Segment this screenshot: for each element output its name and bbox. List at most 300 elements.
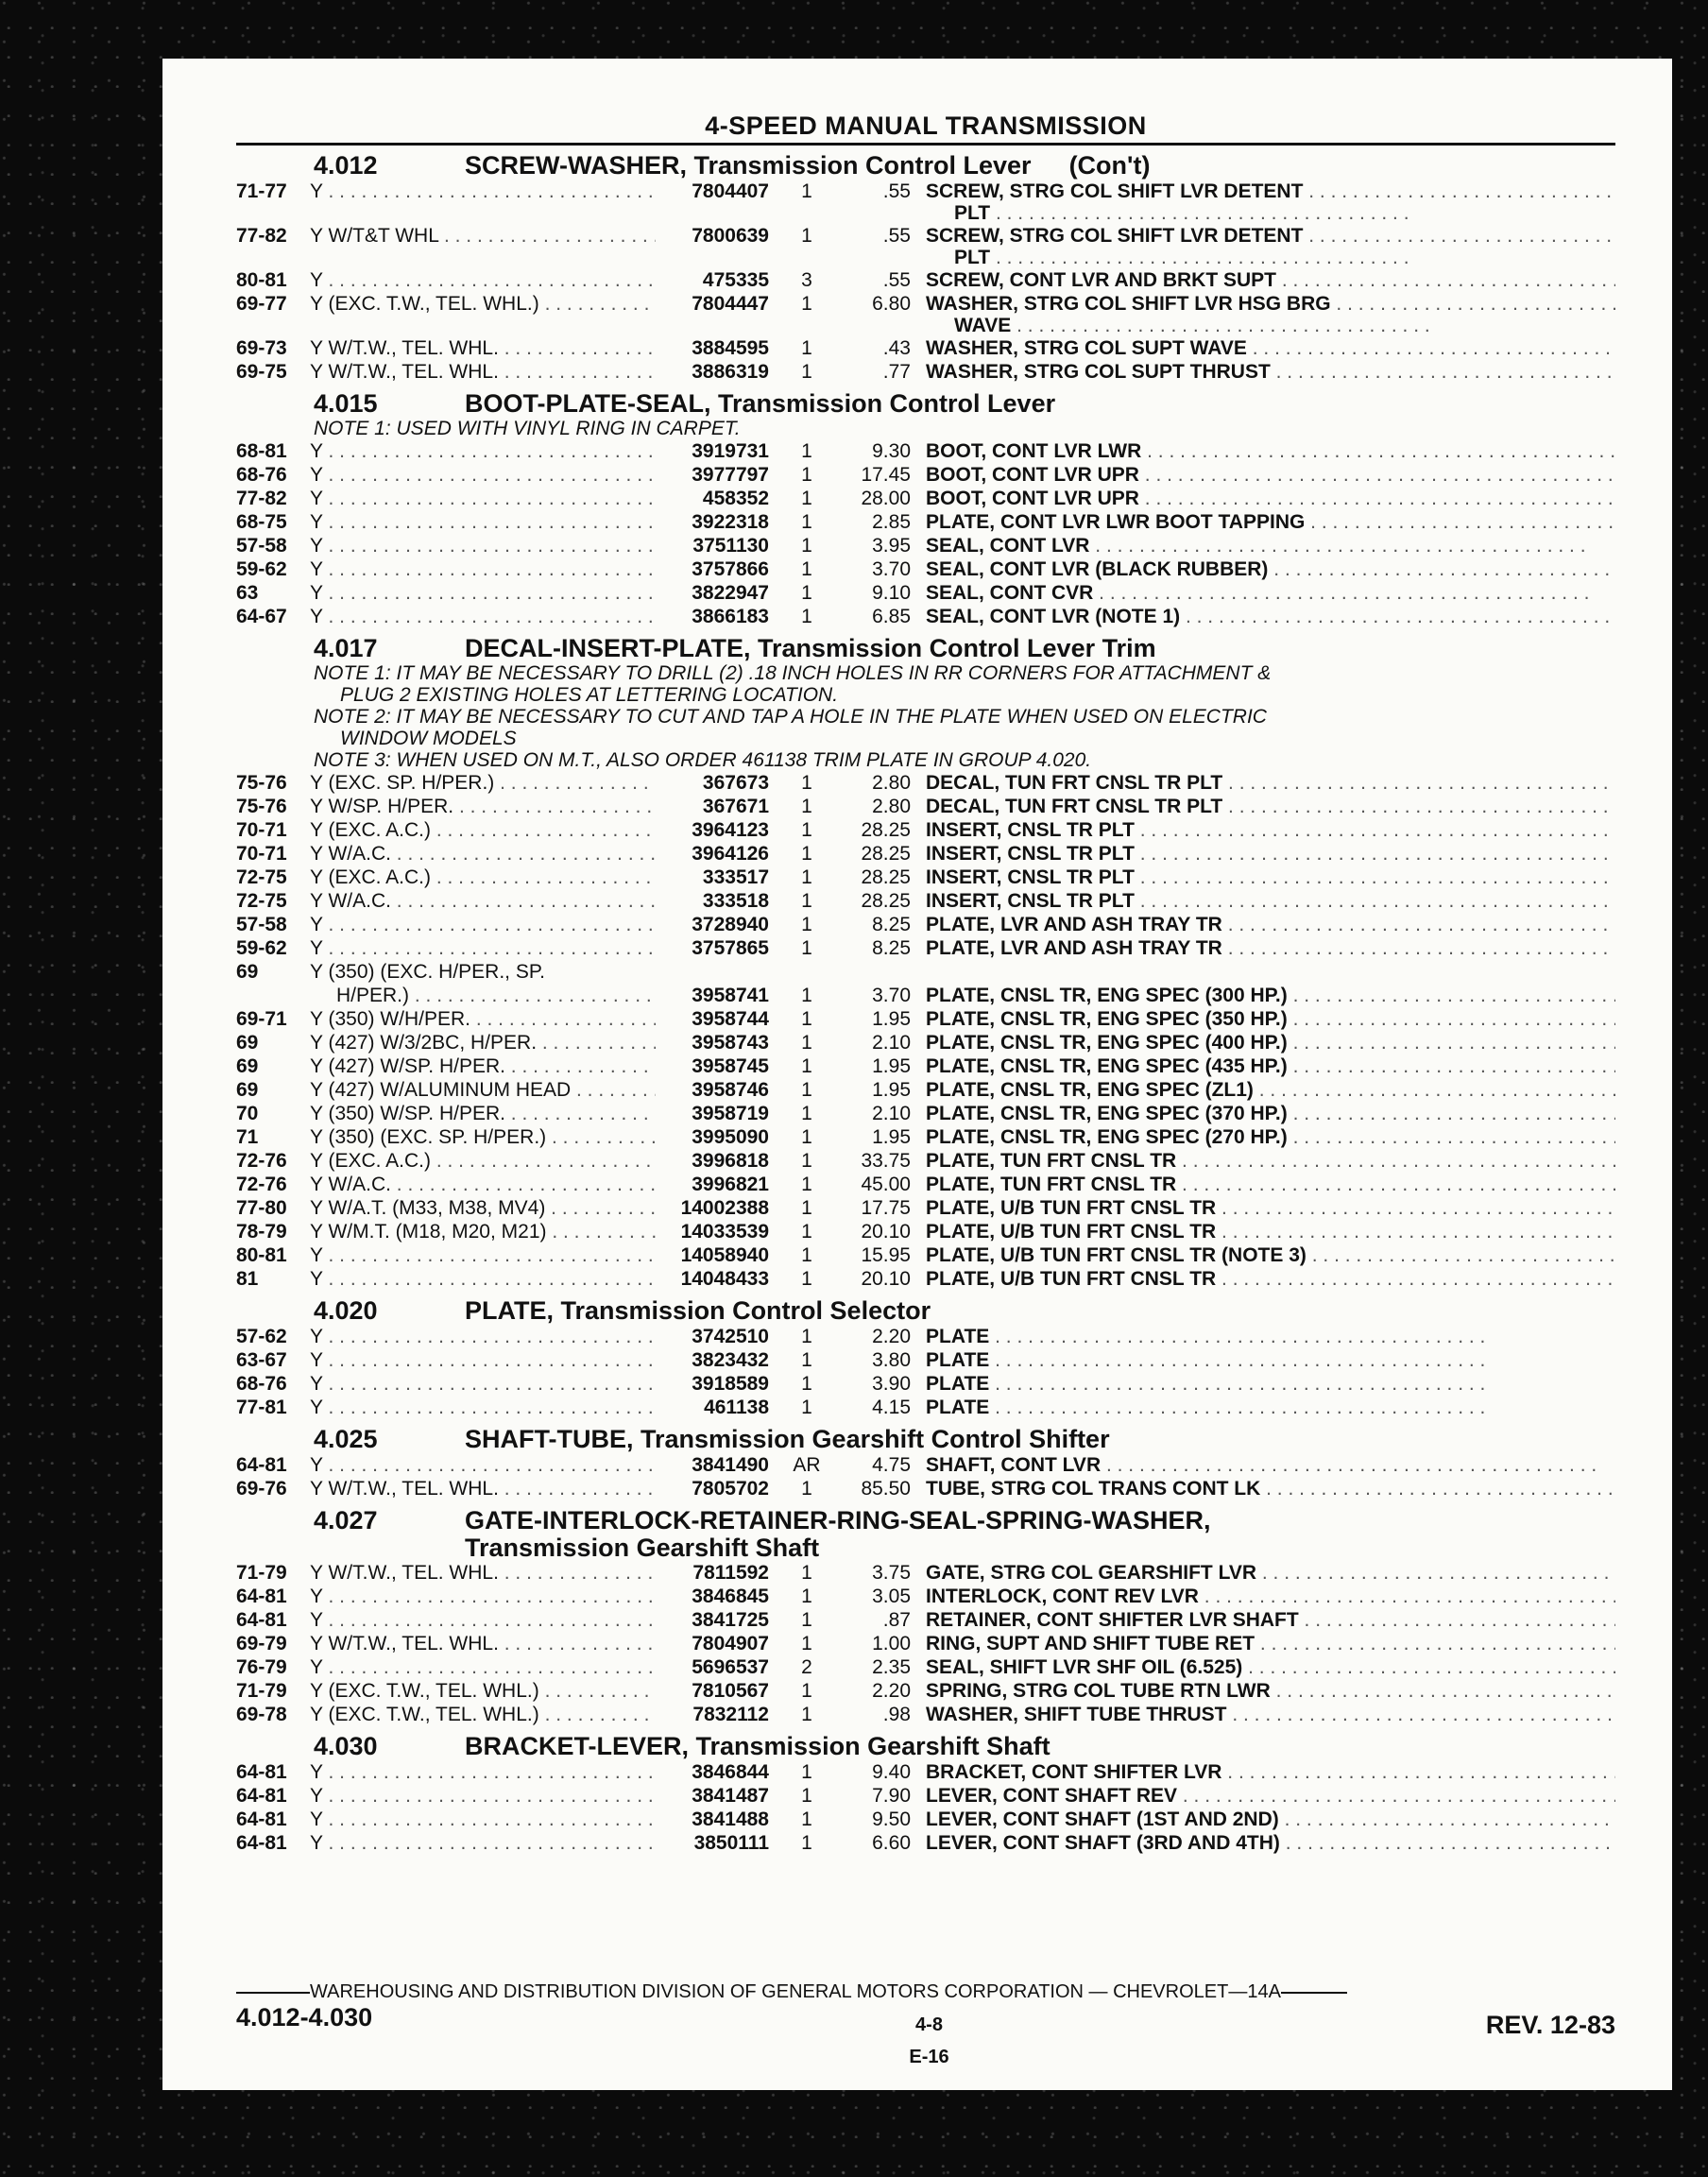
part-row: [236, 842, 1615, 866]
footer-page-numbers: [909, 2003, 948, 2073]
section-heading: [236, 1732, 1615, 1760]
model-application: Y W/A.T. (M33, M38, MV4) . . .: [310, 1196, 656, 1220]
part-description: SCREW, CONT LVR AND BRKT SUPT . . .: [926, 268, 1615, 292]
model-years: 77-81: [236, 1397, 287, 1418]
price: 3.70: [872, 985, 911, 1006]
part-row: [236, 1125, 1615, 1149]
sections-container: [236, 151, 1615, 1855]
price: 6.85: [872, 606, 911, 627]
part-row: [236, 771, 1615, 795]
model-application: Y . . .: [310, 605, 656, 628]
price: 2.85: [872, 511, 911, 533]
price: 2.10: [872, 1032, 911, 1054]
part-description: LEVER, CONT SHAFT REV . . .: [926, 1784, 1615, 1808]
section-4-017: [236, 634, 1615, 1291]
model-years: 71-79: [236, 1562, 287, 1584]
model-application: Y . . .: [310, 1267, 656, 1291]
part-number: 3822947: [692, 582, 769, 604]
footer-rule-right: [1281, 1992, 1347, 1994]
part-row: [236, 1760, 1615, 1784]
model-application: Y . . .: [310, 1453, 656, 1477]
price: 6.60: [872, 1832, 911, 1854]
part-number: 3841725: [692, 1609, 769, 1631]
section-number: 4.025: [314, 1425, 378, 1453]
part-description: PLATE, CNSL TR, ENG SPEC (ZL1) . . .: [926, 1078, 1615, 1102]
part-row: [236, 1267, 1615, 1291]
model-application: Y W/T&T WHL . . .: [310, 224, 656, 248]
part-number: 3841490: [692, 1454, 769, 1476]
price: .43: [882, 337, 911, 359]
part-description: BRACKET, CONT SHIFTER LVR . . .: [926, 1760, 1615, 1784]
model-years: 59-62: [236, 937, 287, 959]
part-row: [236, 1632, 1615, 1655]
part-number: 3958745: [692, 1055, 769, 1077]
footer-division-line: [236, 1981, 1615, 2003]
price: 3.90: [872, 1373, 911, 1395]
quantity: 1: [801, 843, 812, 865]
model-years: 64-81: [236, 1785, 287, 1807]
footer-range: 4.012-4.030: [236, 2003, 373, 2031]
model-application: Y (350) (EXC. H/PER., SP.: [310, 961, 545, 983]
part-description: PLATE, CNSL TR, ENG SPEC (435 HP.) . . .: [926, 1054, 1615, 1078]
model-years: 68-75: [236, 511, 287, 533]
part-number: 3958743: [692, 1032, 769, 1054]
part-number: 7804907: [692, 1633, 769, 1654]
part-number: 7811592: [692, 1562, 769, 1584]
part-description: PLATE . . .: [926, 1396, 1615, 1419]
section-title: BOOT-PLATE-SEAL, Transmission Control Lever: [465, 389, 1056, 418]
quantity: 1: [801, 1126, 812, 1148]
part-number: 461138: [704, 1397, 769, 1418]
price: 4.15: [872, 1397, 911, 1418]
price: .98: [882, 1704, 911, 1725]
price: 15.95: [861, 1244, 911, 1266]
note-text: NOTE 3: WHEN USED ON M.T., ALSO ORDER 461138 TRIM PLATE IN GROUP 4.020.: [314, 749, 1092, 771]
catalog-page: [162, 59, 1672, 2090]
quantity: 1: [801, 1197, 812, 1219]
part-row: [236, 360, 1615, 384]
model-application: Y (427) W/3/2BC, H/PER. . . .: [310, 1031, 656, 1054]
part-row: [236, 1196, 1615, 1220]
model-application: Y . . .: [310, 463, 656, 487]
part-description: BOOT, CONT LVR UPR . . .: [926, 487, 1615, 510]
part-description: INSERT, CNSL TR PLT . . .: [926, 818, 1615, 842]
price: 3.70: [872, 558, 911, 580]
quantity: 1: [801, 1326, 812, 1347]
part-number: 14058940: [680, 1244, 769, 1266]
part-description: PLATE, CNSL TR, ENG SPEC (400 HP.) . . .: [926, 1031, 1615, 1054]
part-row: [236, 1585, 1615, 1608]
part-row: [236, 1831, 1615, 1855]
section-number: 4.012: [314, 151, 378, 180]
model-application: Y . . .: [310, 1831, 656, 1855]
model-application: Y . . .: [310, 1243, 656, 1267]
part-row: [236, 268, 1615, 292]
model-years: 68-76: [236, 464, 287, 486]
part-description: PLATE, LVR AND ASH TRAY TR . . .: [926, 936, 1615, 960]
price: 1.95: [872, 1079, 911, 1101]
part-row: [236, 336, 1615, 360]
footer-division: WAREHOUSING AND DISTRIBUTION DIVISION OF GENERAL MOTORS CORPORATION — CHEVROLET—14A: [310, 1981, 1281, 2002]
part-description: PLATE . . .: [926, 1325, 1615, 1348]
part-description: DECAL, TUN FRT CNSL TR PLT . . .: [926, 795, 1615, 818]
part-row: [236, 1220, 1615, 1243]
part-row: [236, 1007, 1615, 1031]
part-description: PLATE . . .: [926, 1372, 1615, 1396]
footer-page-alt: E-16: [909, 2047, 949, 2067]
part-row: [236, 1703, 1615, 1726]
price: 9.10: [872, 582, 911, 604]
model-application: Y (EXC. T.W., TEL. WHL.) . . .: [310, 1703, 656, 1726]
model-application: Y (EXC. A.C.) . . .: [310, 818, 656, 842]
quantity: 1: [801, 180, 812, 202]
model-years: 69-71: [236, 1008, 287, 1030]
model-years: 70: [236, 1103, 259, 1124]
model-application: Y (EXC. A.C.) . . .: [310, 866, 656, 889]
part-number: 3958744: [692, 1008, 769, 1030]
model-years: 69: [236, 1055, 259, 1077]
part-number: 3964123: [692, 819, 769, 841]
model-application: Y . . .: [310, 268, 656, 292]
quantity: 1: [801, 1373, 812, 1395]
part-description: WASHER, STRG COL SHIFT LVR HSG BRG . . .: [926, 292, 1615, 316]
model-years: 80-81: [236, 269, 287, 291]
model-application: Y W/T.W., TEL. WHL. . . .: [310, 360, 656, 384]
price: 2.10: [872, 1103, 911, 1124]
model-years: 70-71: [236, 843, 287, 865]
part-row: [236, 510, 1615, 534]
part-number: 3884595: [692, 337, 769, 359]
part-number: 3751130: [692, 535, 769, 557]
part-row: [236, 581, 1615, 605]
part-number: 3996818: [692, 1150, 769, 1172]
model-application: Y . . .: [310, 180, 656, 203]
part-row: [236, 1243, 1615, 1267]
part-description: PLATE, CNSL TR, ENG SPEC (370 HP.) . . .: [926, 1102, 1615, 1125]
section-heading: [236, 1425, 1615, 1453]
model-application: Y W/A.C. . . .: [310, 1173, 656, 1196]
model-years: 64-81: [236, 1609, 287, 1631]
model-years: 69: [236, 961, 259, 983]
quantity: 1: [801, 1761, 812, 1783]
part-row-prefix: [236, 960, 1615, 984]
part-description: PLATE, CNSL TR, ENG SPEC (350 HP.) . . .: [926, 1007, 1615, 1031]
section-note: [236, 662, 1615, 706]
footer-revision: REV. 12-83: [1485, 2011, 1615, 2039]
model-application: Y . . .: [310, 487, 656, 510]
part-number: 3846844: [692, 1761, 769, 1783]
part-number: 7800639: [692, 225, 769, 247]
part-description: WASHER, STRG COL SUPT WAVE . . .: [926, 336, 1615, 360]
price: 3.05: [872, 1586, 911, 1607]
model-application: Y (427) W/SP. H/PER. . . .: [310, 1054, 656, 1078]
model-years: 69-77: [236, 293, 287, 315]
part-description: INSERT, CNSL TR PLT . . .: [926, 866, 1615, 889]
model-years: 80-81: [236, 1244, 287, 1266]
section-4-015: [236, 389, 1615, 628]
part-description: SEAL, SHIFT LVR SHF OIL (6.525) . . .: [926, 1655, 1615, 1679]
price: 3.75: [872, 1562, 911, 1584]
section-title: BRACKET-LEVER, Transmission Gearshift Shaft: [465, 1732, 1050, 1760]
quantity: 1: [801, 1785, 812, 1807]
model-years: 72-76: [236, 1150, 287, 1172]
section-heading: [236, 151, 1615, 180]
model-application: Y . . .: [310, 1655, 656, 1679]
model-years: 69-73: [236, 337, 287, 359]
price: 2.35: [872, 1656, 911, 1678]
part-description: PLATE . . .: [926, 1348, 1615, 1372]
part-row: [236, 1348, 1615, 1372]
part-number: 14002388: [680, 1197, 769, 1219]
part-row: [236, 1149, 1615, 1173]
footer-bottom: [236, 2003, 1615, 2073]
part-number: 3742510: [692, 1326, 769, 1347]
part-description: DECAL, TUN FRT CNSL TR PLT . . .: [926, 771, 1615, 795]
part-row: [236, 292, 1615, 316]
section-title: PLATE, Transmission Control Selector: [465, 1296, 931, 1325]
model-years: 72-75: [236, 890, 287, 912]
price: 7.90: [872, 1785, 911, 1807]
quantity: 1: [801, 937, 812, 959]
model-years: 70-71: [236, 819, 287, 841]
part-description-cont: WAVE . . .: [236, 316, 1615, 336]
part-description: TUBE, STRG COL TRANS CONT LK . . .: [926, 1477, 1615, 1500]
note-continuation: PLUG 2 EXISTING HOLES AT LETTERING LOCATION.: [340, 684, 839, 706]
part-number: 3919731: [692, 440, 769, 462]
model-years: 64-81: [236, 1808, 287, 1830]
quantity: 1: [801, 772, 812, 794]
section-number: 4.027: [314, 1506, 378, 1534]
section-title: SHAFT-TUBE, Transmission Gearshift Control Shifter: [465, 1425, 1110, 1453]
part-row: [236, 224, 1615, 248]
quantity: AR: [793, 1454, 821, 1476]
part-row: [236, 439, 1615, 463]
part-description: PLATE, TUN FRT CNSL TR . . .: [926, 1149, 1615, 1173]
price: 9.50: [872, 1808, 911, 1830]
price: 20.10: [861, 1268, 911, 1290]
section-4-012: [236, 151, 1615, 384]
price: .55: [882, 269, 911, 291]
quantity: 1: [801, 440, 812, 462]
model-application: Y . . .: [310, 557, 656, 581]
model-application: Y . . .: [310, 1760, 656, 1784]
quantity: 1: [801, 1244, 812, 1266]
model-application: Y (EXC. T.W., TEL. WHL.) . . .: [310, 1679, 656, 1703]
part-description: SEAL, CONT LVR (BLACK RUBBER) . . .: [926, 557, 1615, 581]
part-description: BOOT, CONT LVR UPR . . .: [926, 463, 1615, 487]
model-application: Y W/T.W., TEL. WHL. . . .: [310, 1632, 656, 1655]
part-description: PLATE, TUN FRT CNSL TR . . .: [926, 1173, 1615, 1196]
section-4-027: [236, 1506, 1615, 1726]
part-number: 367673: [702, 772, 769, 794]
part-description: LEVER, CONT SHAFT (3RD AND 4TH) . . .: [926, 1831, 1615, 1855]
part-number: 3958741: [692, 985, 769, 1006]
part-row: [236, 1325, 1615, 1348]
model-application: Y . . .: [310, 439, 656, 463]
part-number: 3977797: [692, 464, 769, 486]
part-number: 7804407: [692, 180, 769, 202]
price: 17.45: [861, 464, 911, 486]
section-number: 4.017: [314, 634, 378, 662]
quantity: 1: [801, 1562, 812, 1584]
part-row: [236, 1031, 1615, 1054]
model-application: Y W/A.C. . . .: [310, 889, 656, 913]
quantity: 1: [801, 796, 812, 817]
section-title-suffix: (Con't): [1068, 151, 1151, 180]
part-number: 367671: [702, 796, 769, 817]
part-row: [236, 487, 1615, 510]
part-description: SPRING, STRG COL TUBE RTN LWR . . .: [926, 1679, 1615, 1703]
model-application: Y . . .: [310, 1808, 656, 1831]
title-rule: [236, 143, 1615, 146]
model-years: 69: [236, 1032, 259, 1054]
quantity: 1: [801, 890, 812, 912]
part-row: [236, 1561, 1615, 1585]
part-number: 3964126: [692, 843, 769, 865]
price: .87: [882, 1609, 911, 1631]
model-years: 77-82: [236, 488, 287, 509]
part-description-cont: PLT . . .: [236, 248, 1615, 268]
part-number: 14033539: [680, 1221, 769, 1243]
part-row: [236, 605, 1615, 628]
quantity: 1: [801, 337, 812, 359]
quantity: 1: [801, 1174, 812, 1195]
quantity: 2: [801, 1656, 812, 1678]
price: 9.40: [872, 1761, 911, 1783]
part-number: 3841488: [692, 1808, 769, 1830]
model-application: Y . . .: [310, 913, 656, 936]
part-row: [236, 180, 1615, 203]
model-application: Y (EXC. A.C.) . . .: [310, 1149, 656, 1173]
part-row: [236, 936, 1615, 960]
model-years: 64-81: [236, 1761, 287, 1783]
model-application: Y . . .: [310, 936, 656, 960]
part-number: 333517: [702, 866, 769, 888]
part-row: [236, 818, 1615, 842]
part-description: BOOT, CONT LVR LWR . . .: [926, 439, 1615, 463]
note-continuation: WINDOW MODELS: [340, 728, 517, 749]
price: 28.25: [861, 819, 911, 841]
model-years: 69: [236, 1079, 259, 1101]
price: 2.20: [872, 1326, 911, 1347]
quantity: 3: [801, 269, 812, 291]
part-number: 3866183: [692, 606, 769, 627]
part-number: 3841487: [692, 1785, 769, 1807]
quantity: 1: [801, 1079, 812, 1101]
price: 33.75: [861, 1150, 911, 1172]
part-description: RING, SUPT AND SHIFT TUBE RET . . .: [926, 1632, 1615, 1655]
price: 17.75: [861, 1197, 911, 1219]
model-years: 59-62: [236, 558, 287, 580]
part-number: 7810567: [692, 1680, 769, 1702]
quantity: 1: [801, 1704, 812, 1725]
section-heading: [236, 1506, 1615, 1534]
part-row: [236, 889, 1615, 913]
part-row: [236, 1078, 1615, 1102]
quantity: 1: [801, 464, 812, 486]
part-description: LEVER, CONT SHAFT (1ST AND 2ND) . . .: [926, 1808, 1615, 1831]
part-description: PLATE, U/B TUN FRT CNSL TR . . .: [926, 1267, 1615, 1291]
section-heading: [236, 1296, 1615, 1325]
part-description: PLATE, U/B TUN FRT CNSL TR (NOTE 3) . . .: [926, 1243, 1615, 1267]
part-row: [236, 913, 1615, 936]
part-number: 3728940: [692, 914, 769, 935]
quantity: 1: [801, 293, 812, 315]
quantity: 1: [801, 1008, 812, 1030]
part-number: 3958719: [692, 1103, 769, 1124]
price: 1.00: [872, 1633, 911, 1654]
part-number: 14048433: [680, 1268, 769, 1290]
section-note: [236, 749, 1615, 771]
quantity: 1: [801, 535, 812, 557]
price: 1.95: [872, 1008, 911, 1030]
model-years: 69-79: [236, 1633, 287, 1654]
quantity: 1: [801, 1150, 812, 1172]
section-title: GATE-INTERLOCK-RETAINER-RING-SEAL-SPRING-WASHER,: [465, 1506, 1211, 1534]
model-application: Y . . .: [310, 1372, 656, 1396]
price: 4.75: [872, 1454, 911, 1476]
model-application: Y . . .: [310, 1585, 656, 1608]
quantity: 1: [801, 1055, 812, 1077]
section-number: 4.020: [314, 1296, 378, 1325]
model-application: Y W/A.C. . . .: [310, 842, 656, 866]
model-years: 64-81: [236, 1586, 287, 1607]
quantity: 1: [801, 1103, 812, 1124]
part-description: WASHER, SHIFT TUBE THRUST . . .: [926, 1703, 1615, 1726]
model-years: 63: [236, 582, 259, 604]
part-row: [236, 463, 1615, 487]
model-years: 77-80: [236, 1197, 287, 1219]
model-years: 69-75: [236, 361, 287, 383]
quantity: 1: [801, 1349, 812, 1371]
model-years: 69-78: [236, 1704, 287, 1725]
model-application: Y . . .: [310, 581, 656, 605]
price: .77: [882, 361, 911, 383]
model-years: 71-79: [236, 1680, 287, 1702]
part-description: WASHER, STRG COL SUPT THRUST . . .: [926, 360, 1615, 384]
model-application: Y W/M.T. (M18, M20, M21) . . .: [310, 1220, 656, 1243]
part-number: 3850111: [693, 1832, 769, 1854]
part-description: GATE, STRG COL GEARSHIFT LVR . . .: [926, 1561, 1615, 1585]
model-years: 75-76: [236, 772, 287, 794]
section-heading: [236, 389, 1615, 418]
part-number: 5696537: [692, 1656, 769, 1678]
footer-rule-left: [236, 1992, 310, 1994]
price: 20.10: [861, 1221, 911, 1243]
model-years: 72-75: [236, 866, 287, 888]
quantity: 1: [801, 1680, 812, 1702]
quantity: 1: [801, 361, 812, 383]
price: 8.25: [872, 914, 911, 935]
section-number: 4.015: [314, 389, 378, 418]
quantity: 1: [801, 1032, 812, 1054]
part-row: [236, 1102, 1615, 1125]
price: 3.95: [872, 535, 911, 557]
quantity: 1: [801, 1397, 812, 1418]
part-description: SCREW, STRG COL SHIFT LVR DETENT . . .: [926, 180, 1615, 203]
part-description: SHAFT, CONT LVR . . .: [926, 1453, 1615, 1477]
model-years: 57-58: [236, 535, 287, 557]
part-row: [236, 1054, 1615, 1078]
part-description: PLATE, CNSL TR, ENG SPEC (300 HP.) . . .: [926, 984, 1615, 1007]
part-row: [236, 1396, 1615, 1419]
model-application: Y W/T.W., TEL. WHL. . . .: [310, 1561, 656, 1585]
part-number: 7804447: [692, 293, 769, 315]
part-number: 3823432: [692, 1349, 769, 1371]
part-number: 3922318: [692, 511, 769, 533]
price: 2.80: [872, 796, 911, 817]
quantity: 1: [801, 558, 812, 580]
